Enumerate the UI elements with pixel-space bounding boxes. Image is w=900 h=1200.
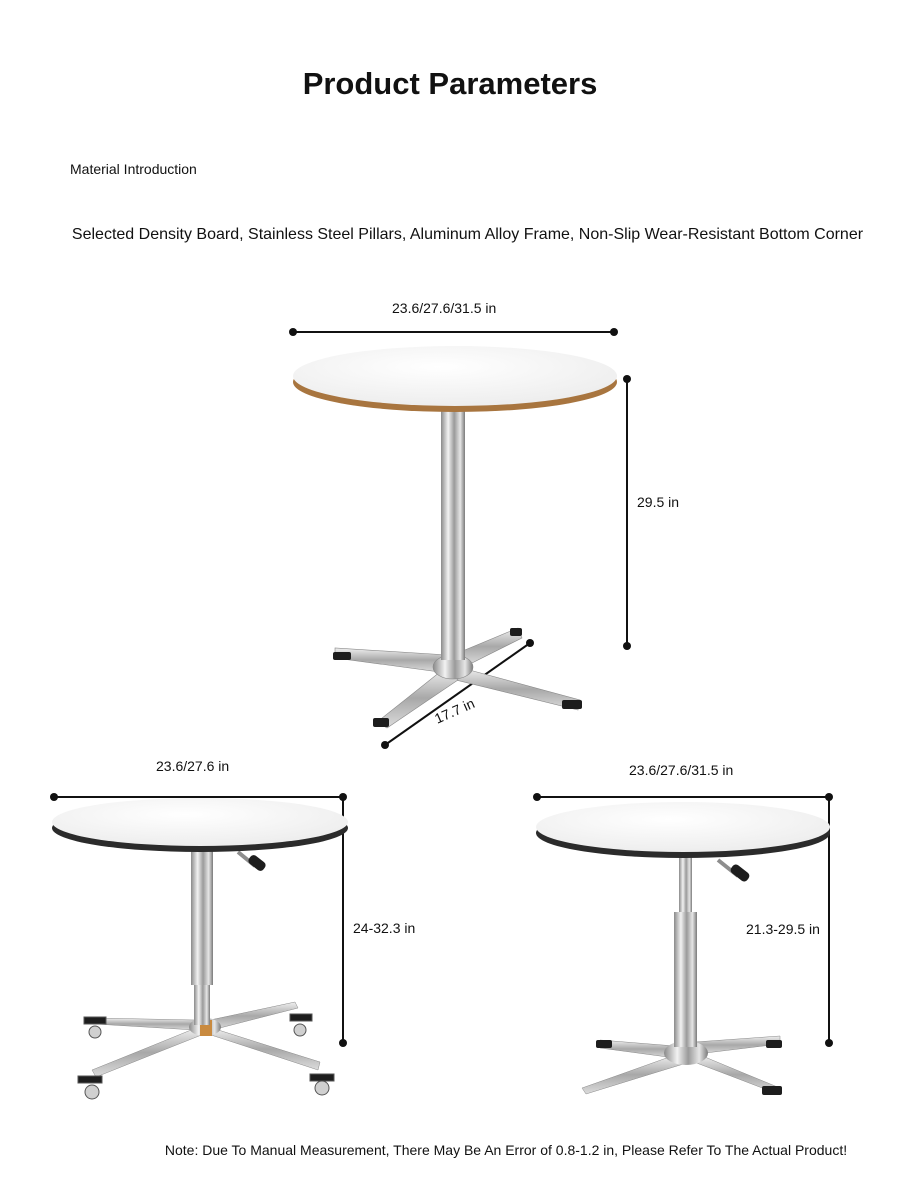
table-3-top xyxy=(536,802,830,852)
table-2-pillar-upper xyxy=(191,845,213,985)
table-1-top xyxy=(293,346,617,406)
table-1-pillar xyxy=(441,410,465,660)
table-2-top xyxy=(52,798,348,846)
table-3 xyxy=(533,793,833,1095)
table-2-height-label: 24-32.3 in xyxy=(353,920,416,936)
table-2-pillar-lower xyxy=(194,985,210,1025)
table-3-width-label: 23.6/27.6/31.5 in xyxy=(629,762,734,778)
page-title: Product Parameters xyxy=(302,66,598,101)
table-1-height-label: 29.5 in xyxy=(637,494,680,510)
table-3-pillar-upper xyxy=(679,855,692,915)
measurement-note: Note: Due To Manual Measurement, There May Be An Error of 0.8-1.2 in, Please Refer To The Actual Product! xyxy=(164,1142,848,1158)
table-3-pillar-lower xyxy=(674,912,697,1047)
table-1-width-label: 23.6/27.6/31.5 in xyxy=(392,300,497,316)
table-2 xyxy=(50,793,348,1099)
table-2-width-label: 23.6/27.6 in xyxy=(156,758,230,774)
table-1-base-label: 17.7 in xyxy=(432,694,477,727)
material-description: Selected Density Board, Stainless Steel Pillars, Aluminum Alloy Frame, Non-Slip Wear-Resistant Bottom Corner xyxy=(71,226,864,243)
material-label: Material Introduction xyxy=(70,161,197,177)
table-3-height-label: 21.3-29.5 in xyxy=(746,921,820,937)
table-1 xyxy=(289,328,631,749)
